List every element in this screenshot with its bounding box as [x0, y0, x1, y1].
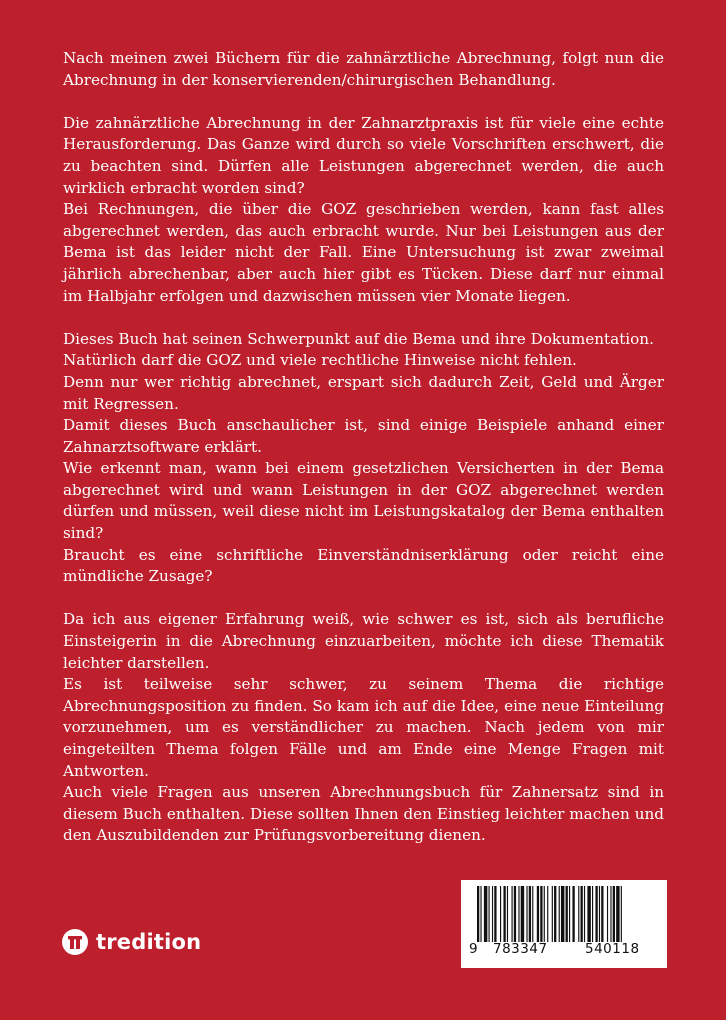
barcode-bar [512, 886, 513, 942]
barcode-bar [569, 886, 570, 942]
paragraph-3-line-1: Dieses Buch hat seinen Schwerpunkt auf die Bema und ihre Dokumentation. [63, 329, 654, 348]
barcode-bar [503, 886, 505, 942]
barcode-bar [547, 886, 548, 942]
barcode-bar [489, 886, 490, 942]
barcode-bar [552, 886, 553, 942]
paragraph-4-line-1: Da ich aus eigener Erfahrung weiß, wie schwer es ist, sich als berufliche Einsteigerin in die Abrechnung einzuarbeiten, möchte ich diese Thematik leichter darstellen. [63, 610, 664, 672]
barcode-group-left: 783347 [493, 941, 548, 957]
barcode-bar [578, 886, 579, 942]
barcode-bars [461, 880, 667, 946]
publisher-name: tredition [96, 930, 202, 954]
barcode-bar [592, 886, 593, 942]
barcode-bar [601, 886, 603, 942]
barcode-bar [532, 886, 533, 942]
barcode-bar [540, 886, 542, 942]
barcode-bar [559, 886, 560, 942]
barcode-bar [514, 886, 516, 942]
barcode-bar [566, 886, 568, 942]
barcode-bar [529, 886, 531, 942]
paragraph-4-line-2: Es ist teilweise sehr schwer, zu seinem Thema die richtige Abrechnungsposition zu finden. So kam ich auf die Idee, eine neue Einteilung vorzunehmen, um es verständlicher zu machen. Nach jedem von mir eingeteilten Thema folgen Fälle und am Ende eine Menge Fragen mit Antworten. [63, 675, 664, 780]
barcode-bar [507, 886, 508, 942]
isbn-barcode [461, 880, 667, 968]
paragraph-3-line-5: Wie erkennt man, wann bei einem gesetzlichen Versicherten in der Bema abgerechnet wird und wann Leistungen in der GOZ abgerechnet werden dürfen und müssen, weil diese nicht im Leistungskatalog der Bema enthalten sind? [63, 459, 664, 543]
barcode-bar [518, 886, 519, 942]
barcode-bar [610, 886, 611, 942]
barcode-bar [572, 886, 574, 942]
tredition-logo-icon [62, 929, 88, 955]
paragraph-3-line-4: Damit dieses Buch anschaulicher ist, sind einige Beispiele anhand einer Zahnarztsoftware erklärt. [63, 416, 664, 456]
barcode-bar [616, 886, 619, 942]
barcode-bar [492, 886, 493, 942]
barcode-bar [484, 886, 487, 942]
barcode-bar [480, 886, 481, 942]
barcode-bar [477, 886, 479, 942]
barcode-digit-first: 9 [469, 941, 479, 957]
barcode-bar [584, 886, 585, 942]
back-cover-text [63, 48, 664, 847]
barcode-bar [581, 886, 583, 942]
barcode-group-right: 540118 [585, 941, 640, 957]
barcode-bar [537, 886, 539, 942]
paragraph-3-line-2: Natürlich darf die GOZ und viele rechtliche Hinweise nicht fehlen. [63, 351, 577, 370]
barcode-bar [521, 886, 524, 942]
barcode-bar [595, 886, 597, 942]
barcode-bar [554, 886, 556, 942]
barcode-bar [587, 886, 590, 942]
barcode-bar [544, 886, 545, 942]
barcode-digits [461, 941, 667, 963]
barcode-bar [500, 886, 501, 942]
barcode-bar [526, 886, 527, 942]
barcode-bar [607, 886, 608, 942]
barcode-bar [613, 886, 615, 942]
paragraph-2-line-2: Bei Rechnungen, die über die GOZ geschrieben werden, kann fast alles abgerechnet werden, das auch erbracht wurde. Nur bei Leistungen aus der Bema ist das leider nicht der Fall. Eine Untersuchung ist zwar zweimal jährlich abrechenbar, aber auch hier gibt es Tücken. Diese darf nur einmal im Halbjahr erfolgen und dazwischen müssen vier Monate liegen. [63, 200, 664, 305]
paragraph-2-line-1: Die zahnärztliche Abrechnung in der Zahnarztpraxis ist für viele eine echte Herausforderung. Das Ganze wird durch so viele Vorschriften erschwert, die zu beachten sind. Dürfen alle Leistungen abgerechnet werden, die auch wirklich erbracht worden sind? [63, 113, 664, 197]
paragraph-1-line-1: Nach meinen zwei Büchern für die zahnärztliche Abrechnung, folgt nun die Abrechnung in der konservierenden/chirurgischen Behandlung. [63, 49, 664, 89]
barcode-bar [561, 886, 564, 942]
paragraph-4-line-3: Auch viele Fragen aus unseren Abrechnungsbuch für Zahnersatz sind in diesem Buch enthalten. Diese sollten Ihnen den Einstieg leichter machen und den Auszubildenden zur Prüfungsvorbereitung dienen. [63, 783, 664, 845]
barcode-bar [599, 886, 600, 942]
paragraph-3-line-3: Denn nur wer richtig abrechnet, erspart sich dadurch Zeit, Geld und Ärger mit Regressen. [63, 372, 664, 413]
barcode-bar [494, 886, 496, 942]
publisher-logo [62, 928, 201, 956]
barcode-bar [621, 886, 622, 942]
paragraph-3-line-6: Braucht es eine schriftliche Einverständniserklärung oder reicht eine mündliche Zusage? [63, 545, 664, 586]
